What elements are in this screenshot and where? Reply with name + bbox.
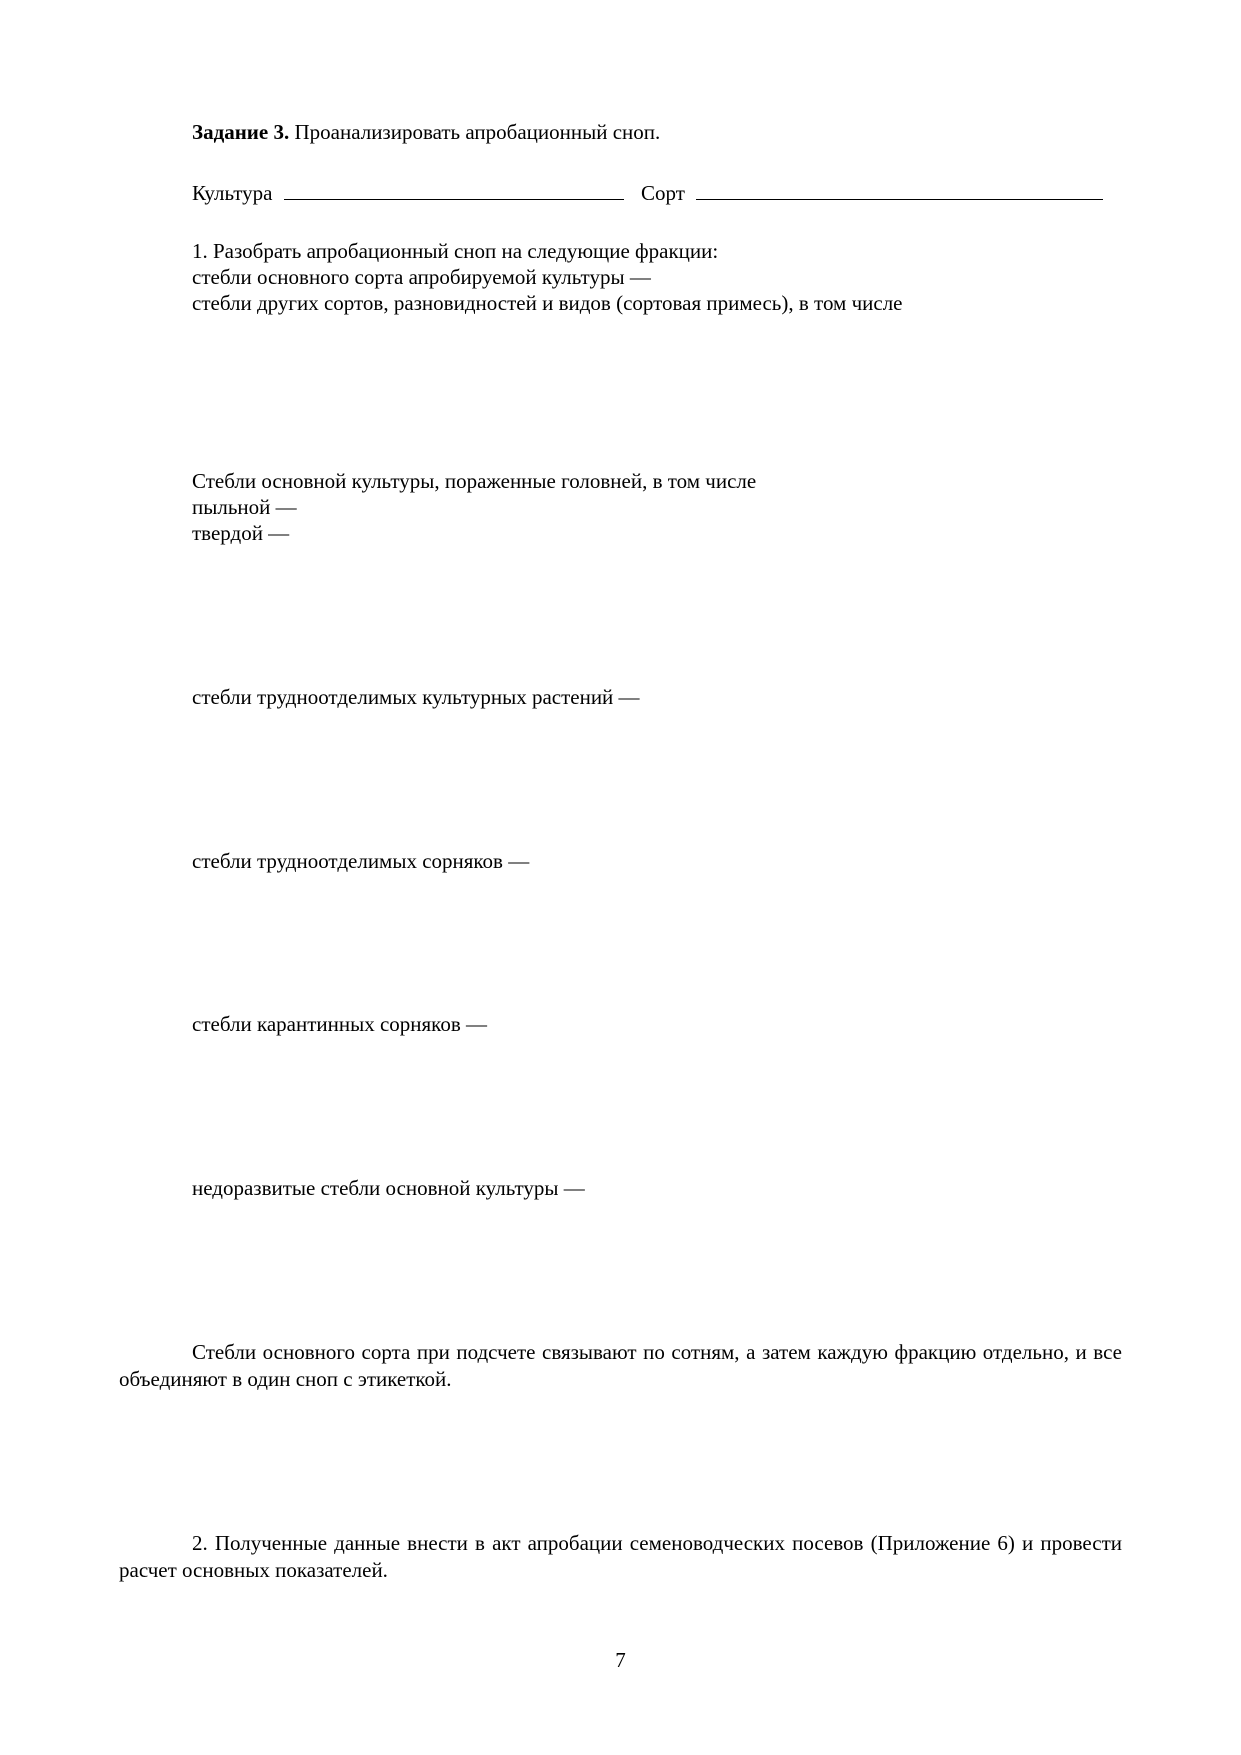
- step1-intro: 1. Разобрать апробационный сноп на следующие фракции:: [192, 239, 719, 263]
- smut-heading: Стебли основной культуры, пораженные головней, в том числе: [192, 469, 757, 493]
- step2-paragraph: [119, 1530, 1122, 1584]
- page-number: 7: [615, 1648, 626, 1672]
- culture-label: Культура: [192, 181, 273, 205]
- smut-loose: пыльной —: [192, 495, 297, 519]
- underdeveloped-stems: недоразвитые стебли основной культуры —: [192, 1176, 585, 1200]
- note-paragraph: [119, 1339, 1122, 1393]
- step2-text: 2. Полученные данные внести в акт апробации семеноводческих посевов (Приложение 6) и провести расчет основных показателей.: [119, 1531, 1122, 1582]
- task-heading: [192, 119, 660, 145]
- variety-label: Сорт: [640, 181, 685, 205]
- hard-to-separate-crops: стебли трудноотделимых культурных растений —: [192, 685, 640, 709]
- smut-hard: твердой —: [192, 521, 290, 545]
- culture-field[interactable]: [284, 179, 624, 200]
- task-text: Проанализировать апробационный сноп.: [294, 120, 661, 144]
- task-label: Задание 3.: [192, 120, 290, 144]
- quarantine-weeds: стебли карантинных сорняков —: [192, 1012, 487, 1036]
- variety-field[interactable]: [696, 179, 1103, 200]
- other-varieties-stems: стебли других сортов, разновидностей и видов (сортовая примесь), в том числе: [192, 291, 903, 315]
- culture-variety-row: [192, 179, 1103, 206]
- hard-to-separate-weeds: стебли трудноотделимых сорняков —: [192, 849, 530, 873]
- main-variety-stems: стебли основного сорта апробируемой культуры —: [192, 265, 651, 289]
- note-text: Стебли основного сорта при подсчете связывают по сотням, а затем каждую фракцию отдельно, и все объединяют в один сноп с этикеткой.: [119, 1340, 1122, 1391]
